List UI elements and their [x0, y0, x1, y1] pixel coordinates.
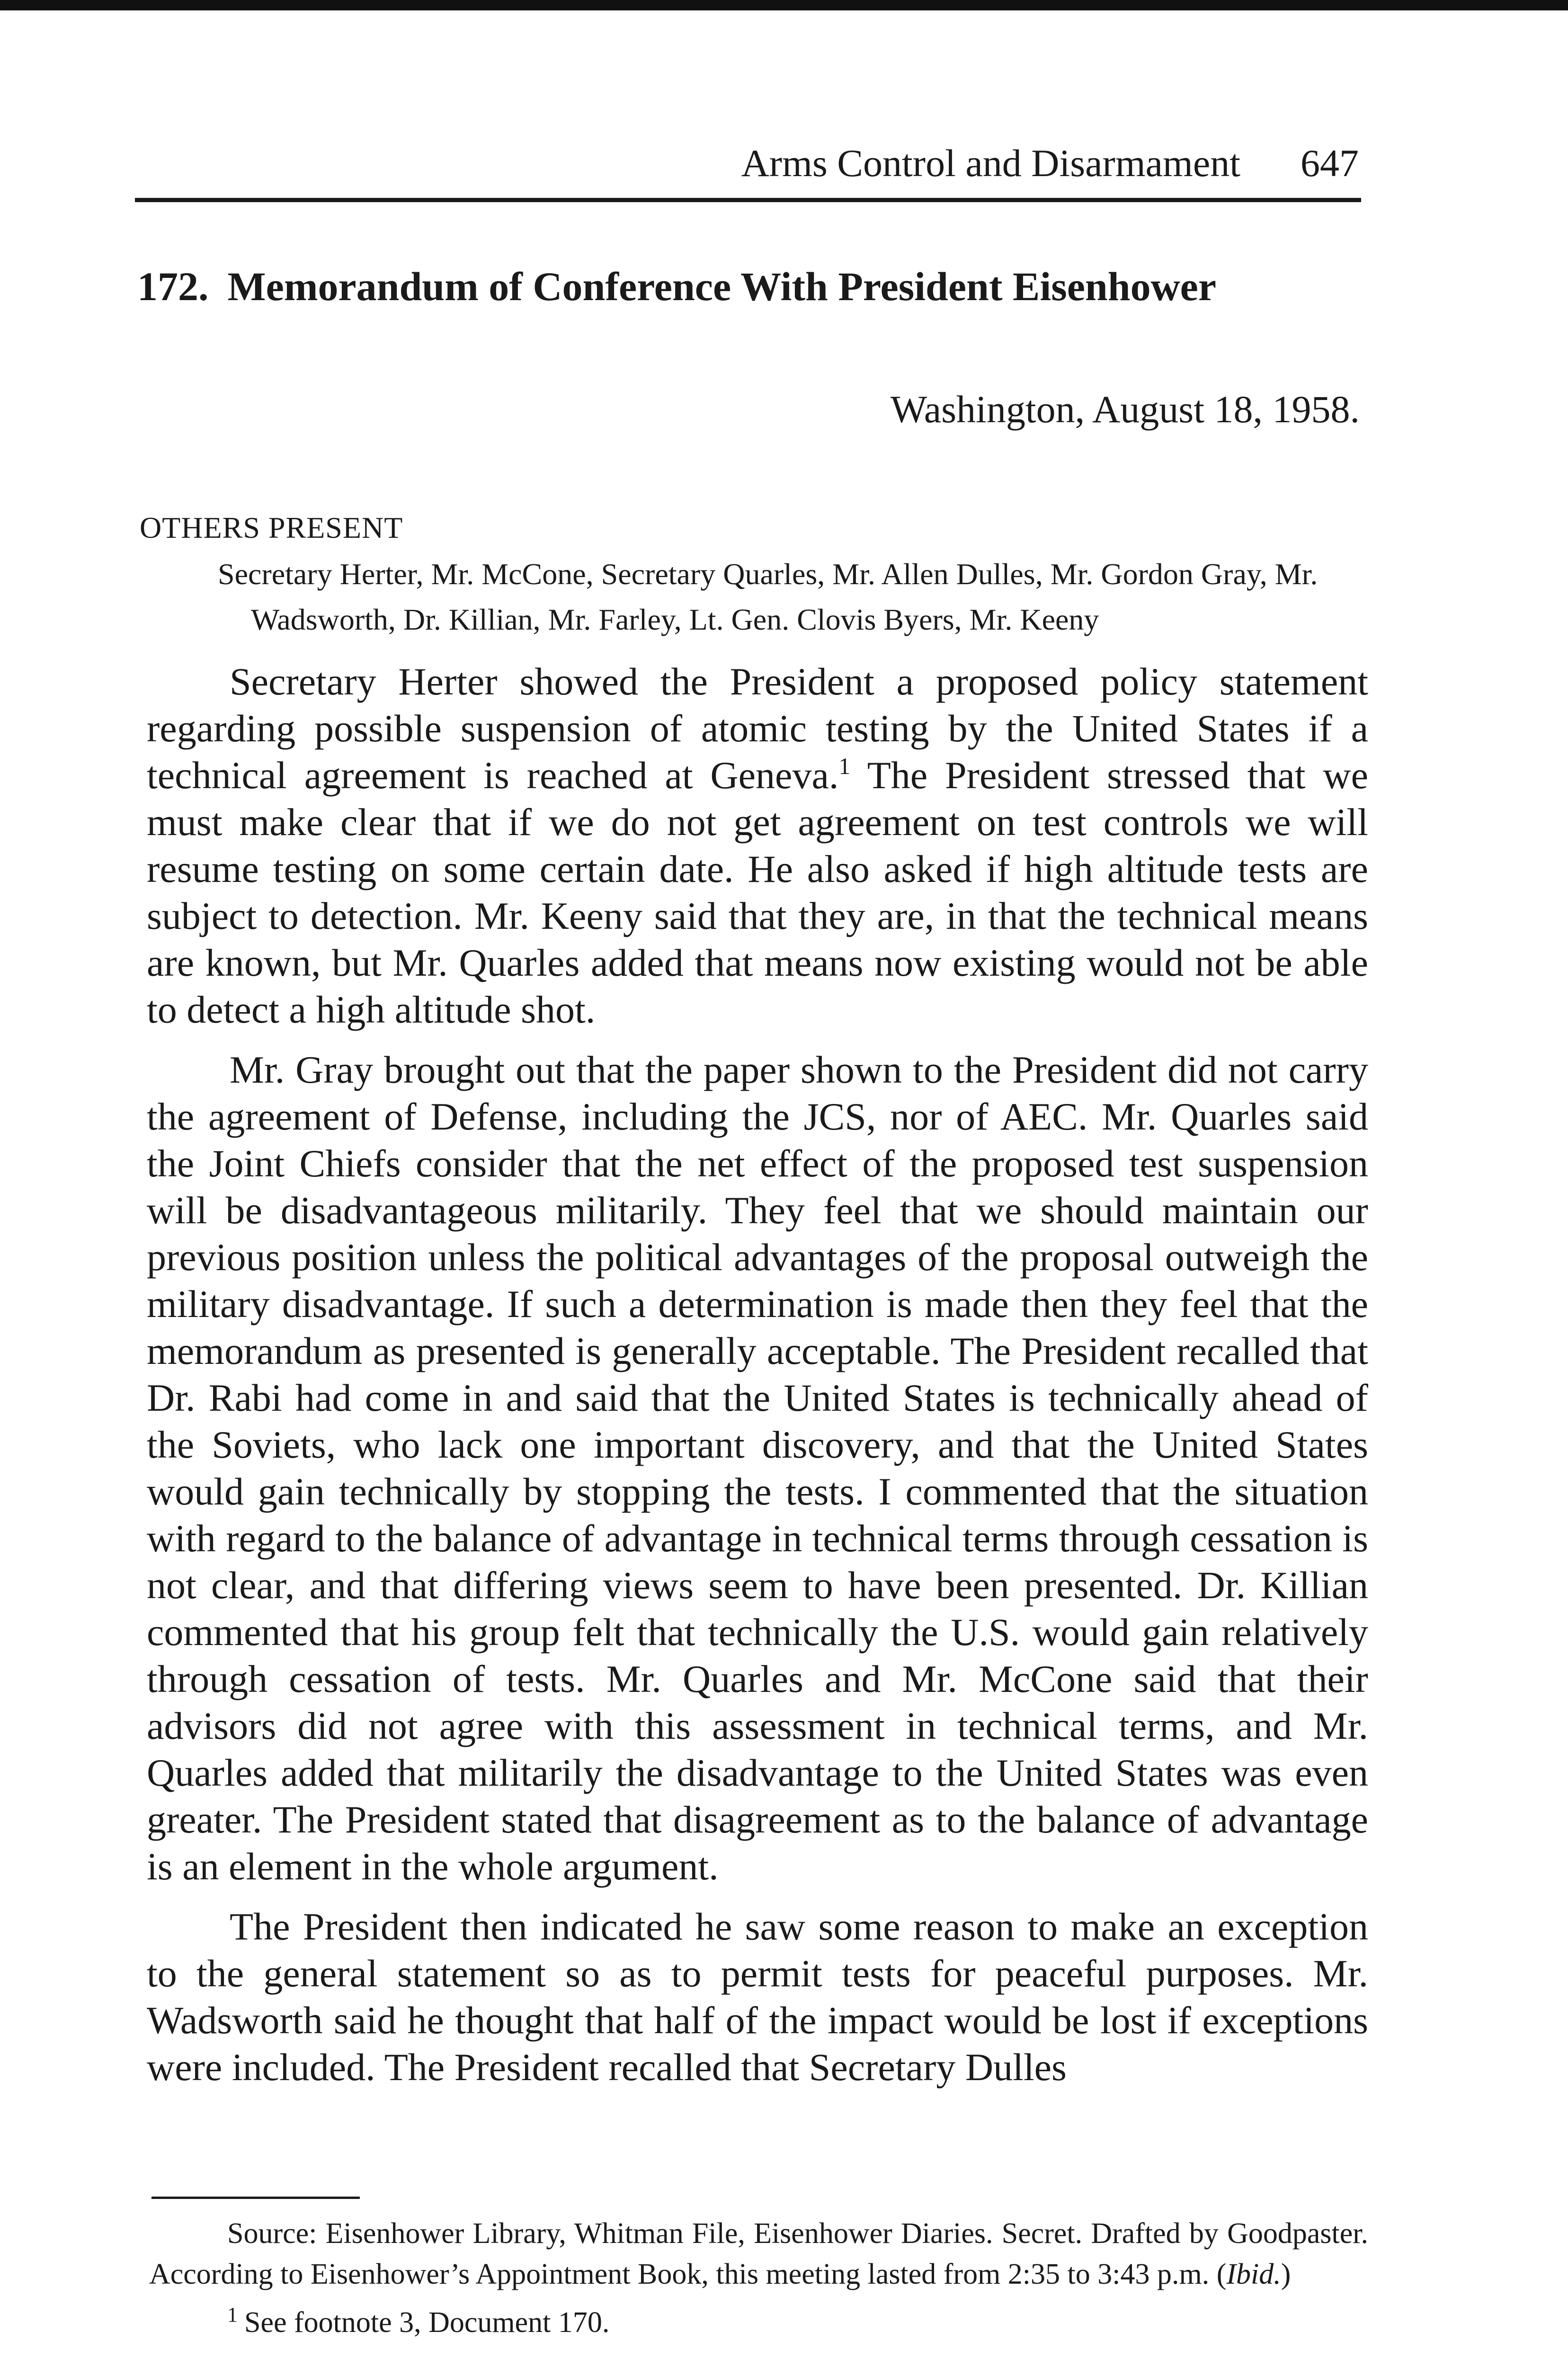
source-note-text-a: Source: Eisenhower Library, Whitman File, Eisenhower Diaries. Secret. Drafted by Goodpaster. According to Eisenhower’s Appointment Book, this meeting lasted from 2:35 to 3:43 p.m. ( [149, 2217, 1368, 2290]
page-number: 647 [1301, 142, 1359, 185]
source-note-text-b: ) [1281, 2258, 1291, 2290]
footnote-rule [151, 2197, 360, 2199]
document-title: Memorandum of Conference With President Eisenhower [227, 264, 1217, 309]
scan-top-edge [0, 0, 1568, 10]
dateline: Washington, August 18, 1958. [890, 388, 1360, 431]
footnote-1 [149, 2295, 1368, 2343]
source-note [149, 2213, 1368, 2295]
header-rule [135, 198, 1361, 202]
memorandum-body [147, 658, 1368, 2104]
source-note-ibid: Ibid. [1226, 2258, 1281, 2290]
paragraph-1-text-b: The President stressed that we must make clear that if we do not get agreement on test controls we will resume testing on some certain date. He also asked if high altitude tests are subject to detection. Mr. Keeny said that they are, in that the technical means are known, but Mr. Quarles added that means now existing would not be able to detect a high altitude shot. [147, 754, 1368, 1031]
paragraph-2: Mr. Gray brought out that the paper shown to the President did not carry the agreement of Defense, including the JCS, nor of AEC. Mr. Quarles said the Joint Chiefs consider that the net effect of the proposed test suspension will be disadvantageous militarily. They feel that we should maintain our previous position unless the political advantages of the proposal outweigh the military disadvantage. If such a determination is made then they feel that the memorandum as presented is generally acceptable. The President recalled that Dr. Rabi had come in and said that the United States is technically ahead of the Soviets, who lack one important discovery, and that the United States would gain technically by stopping the tests. I commented that the situation with regard to the balance of advantage in technical terms through cessation is not clear, and that differing views seem to have been presented. Dr. Killian commented that his group felt that technically the U.S. would gain relatively through cessation of tests. Mr. Quarles and Mr. McCone said that their advisors did not agree with this assessment in technical terms, and Mr. Quarles added that militarily the disadvantage to the United States was even greater. The President stated that disagreement as to the balance of advantage is an element in the whole argument. [147, 1048, 1368, 1888]
running-head-title: Arms Control and Disarmament [741, 142, 1240, 185]
document-heading [137, 256, 1216, 317]
document-number: 172. [137, 264, 209, 309]
footnote-1-text: See footnote 3, Document 170. [244, 2306, 610, 2339]
others-present-label: OTHERS PRESENT [140, 511, 403, 544]
footnotes [149, 2213, 1368, 2343]
others-present-names: Secretary Herter, Mr. McCone, Secretary Quarles, Mr. Allen Dulles, Mr. Gordon Gray, Mr. Wadsworth, Dr. Killian, Mr. Farley, Lt. Gen. Clovis Byers, Mr. Keeny [218, 557, 1318, 636]
paragraph-1 [147, 658, 1368, 1033]
footnote-reference-1: 1 [838, 753, 851, 779]
running-head [137, 137, 1359, 189]
footnote-1-number: 1 [227, 2303, 238, 2326]
paragraph-1-text-a: Secretary Herter showed the President a proposed policy statement regarding possible suspension of atomic testing by the United States if a technical agreement is reached at Geneva. [147, 660, 1368, 797]
paragraph-3: The President then indicated he saw some reason to make an exception to the general statement so as to permit tests for peaceful purposes. Mr. Wadsworth said he thought that half of the impact would be lost if exceptions were included. The President recalled that Secretary Dulles [147, 1905, 1368, 2089]
